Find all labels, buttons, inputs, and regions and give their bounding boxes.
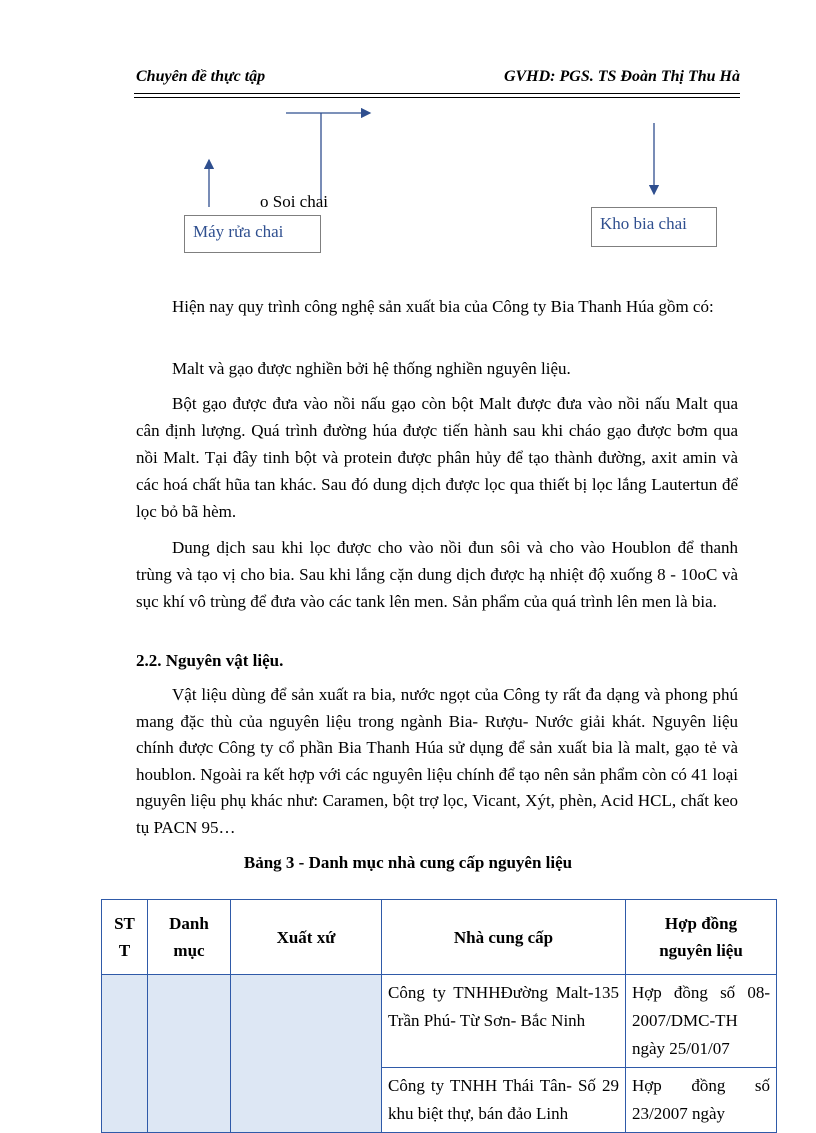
- flow-box-washer: Máy rửa chai: [184, 215, 321, 253]
- supplier-table: [101, 899, 777, 1133]
- header-supervisor: GVHD: PGS. TS Đoàn Thị Thu Hà: [503, 68, 740, 85]
- paragraph-grinding: Malt và gạo được nghiền bởi hệ thống nghiền nguyên liệu.: [172, 359, 571, 378]
- header-contract-line2: nguyên liệu: [659, 941, 743, 960]
- paragraph-process-intro: Hiện nay quy trình công nghệ sản xuất bia của Công ty Bia Thanh Húa gồm có:: [172, 297, 714, 316]
- header-stt-line2: T: [118, 941, 131, 960]
- paragraph-materials: Vật liệu dùng để sản xuất ra bia, nước ngọt của Công ty rất đa dạng và phong phú mang đặc thù của nguyên liệu trong ngành Bia- Rượu- Nước giải khát. Nguyên liệu chính được Công ty cổ phần Bia Thanh Húa sử dụng để sản xuất bia là malt, gạo tẻ và houblon. Ngoài ra kết hợp với các nguyên liệu chính để tạo nên sản phẩm còn có 41 loại nguyên liệu phụ khác như: Caramen, bột trợ lọc, Vicant, Xýt, phèn, Acid HCL, chất keo tụ PACN 95…: [136, 685, 738, 837]
- flow-box-store: Kho bia chai: [591, 207, 717, 247]
- cell-stt: [102, 975, 148, 1133]
- header-category-line2: mục: [173, 941, 205, 960]
- cell-contract: Hợp đồng số 23/2007 ngày: [626, 1068, 777, 1133]
- paragraph-boiling-fermentation: Dung dịch sau khi lọc được cho vào nồi đun sôi và cho vào Houblon để thanh trùng và tạo vị cho bia. Sau khi lắng cặn dung dịch được hạ nhiệt độ xuống 8 - 10oC và sục khí vô trùng để đưa vào các tank lên men. Sản phẩm của quá trình lên men là bia.: [136, 538, 738, 611]
- header-category-line1: Danh: [169, 914, 209, 933]
- header-stt: [102, 900, 148, 975]
- header-supplier: Nhà cung cấp: [382, 900, 626, 975]
- flow-label-soi-chai: o Soi chai: [260, 192, 328, 211]
- cell-supplier: Công ty TNHH Thái Tân- Số 29 khu biệt thự, bán đảo Linh: [382, 1068, 626, 1133]
- header-contract: [626, 900, 777, 975]
- flow-diagram-arrows: [0, 0, 816, 300]
- paragraph-mashing: Bột gạo được đưa vào nồi nấu gạo còn bột Malt được đưa vào nồi nấu Malt qua cân định lượng. Quá trình đường húa được tiến hành sau khi cháo gạo được bơm qua nồi Malt. Tại đây tinh bột và protein được phân hủy để tạo thành đường, axit amin và các hoá chất hũa tan khác. Sau đó dung dịch được lọc qua thiết bị lọc lắng Lautertun để lọc bỏ bã hèm.: [136, 394, 738, 521]
- header-contract-line1: Hợp đồng: [664, 914, 738, 933]
- table-row: [102, 975, 777, 1068]
- header-course-title: Chuyên đề thực tập: [136, 68, 266, 85]
- cell-supplier: Công ty TNHHĐường Malt-135 Trần Phú- Từ Sơn- Bắc Ninh: [382, 975, 626, 1068]
- cell-contract: Hợp đồng số 08-2007/DMC-TH ngày 25/01/07: [626, 975, 777, 1068]
- header-category: [148, 900, 231, 975]
- header-stt-line1: ST: [114, 914, 135, 933]
- header-origin: Xuất xứ: [231, 900, 382, 975]
- section-heading-materials: 2.2. Nguyên vật liệu.: [136, 651, 284, 670]
- table-header-row: [102, 900, 777, 975]
- cell-category: [148, 975, 231, 1133]
- cell-origin: [231, 975, 382, 1133]
- table-caption: Bảng 3 - Danh mục nhà cung cấp nguyên liệu: [243, 853, 573, 872]
